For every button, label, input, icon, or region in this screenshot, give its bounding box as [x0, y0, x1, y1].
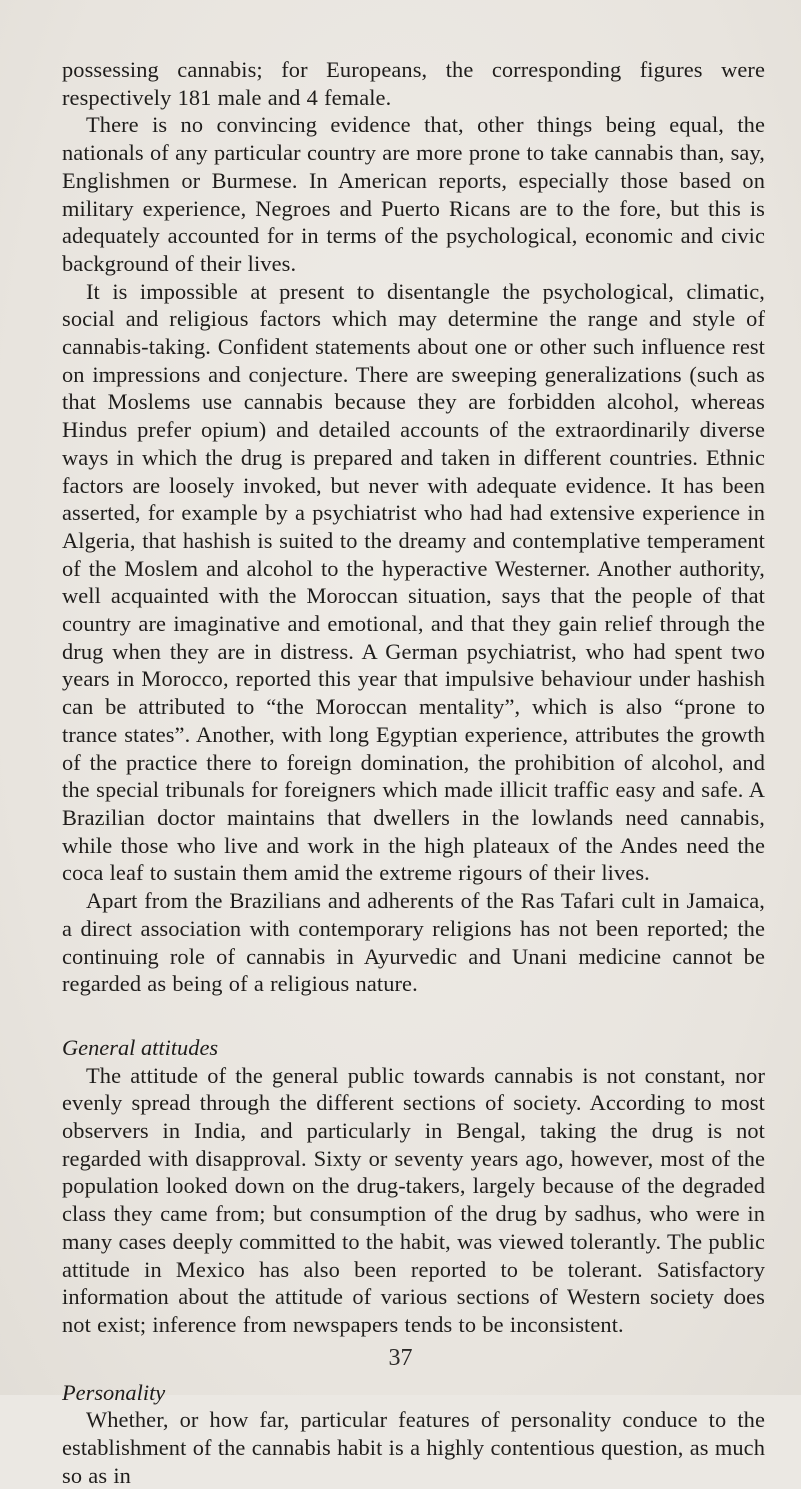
paragraph-1: possessing cannabis; for Europeans, the corresponding figures were respectively 181 male and 4 female.: [62, 57, 765, 110]
section-heading-personality: Personality: [62, 1379, 166, 1405]
paragraph-3: It is impossible at present to disentangle the psychological, climatic, social and religious factors which may determine the range and style of cannabis-taking. Confident statements about one or other such influence rest on impressions and conjecture. There are sweeping generalizations (such as that Moslems use cannabis because they are forbidden alcohol, whereas Hindus prefer opium) and detailed accounts of the extraordinarily diverse ways in which the drug is prepared and taken in different countries. Ethnic factors are loosely invoked, but never with adequate evidence. It has been asserted, for example by a psychiatrist who had had extensive experience in Algeria, that hashish is suited to the dreamy and contemplative temperament of the Moslem and alcohol to the hyperactive Westerner. Another authority, well acquainted with the Moroccan situation, says that the people of that country are imaginative and emotional, and that they gain relief through the drug when they are in distress. A German psychiatrist, who had spent two years in Morocco, reported this year that impulsive behaviour under hashish can be attributed to “the Moroccan mentality”, which is also “prone to trance states”. Another, with long Egyptian experience, attributes the growth of the practice there to foreign domination, the prohibition of alcohol, and the special tribunals for foreigners which made illicit traffic easy and safe. A Brazilian doctor maintains that dwellers in the lowlands need cannabis, while those who live and work in the high plateaux of the Andes need the coca leaf to sustain them amid the extreme rigours of their lives.: [62, 278, 765, 886]
paragraph-personality: Whether, or how far, particular features of personality conduce to the establishment of the cannabis habit is a highly contentious question, as much so as in: [62, 1407, 765, 1488]
page-body: [62, 56, 765, 1489]
section-heading-general-attitudes: General attitudes: [62, 1034, 219, 1060]
paragraph-4: Apart from the Brazilians and adherents of the Ras Tafari cult in Jamaica, a direct association with contemporary religions has not been reported; the continuing role of cannabis in Ayurvedic and Unani medicine cannot be regarded as being of a religious nature.: [62, 888, 765, 997]
page-number: 37: [388, 1345, 413, 1371]
paragraph-2: There is no convincing evidence that, other things being equal, the nationals of any particular country are more prone to take cannabis than, say, Englishmen or Burmese. In American reports, especially those based on military experience, Negroes and Puerto Ricans are to the fore, but this is adequately accounted for in terms of the psychological, economic and civic background of their lives.: [62, 112, 765, 276]
section-gap: [62, 998, 765, 1034]
paragraph-general-attitudes: The attitude of the general public towards cannabis is not constant, nor evenly spread through the different sections of society. According to most observers in India, and particularly in Bengal, taking the drug is not regarded with disapproval. Sixty or seventy years ago, however, most of the population looked down on the drug-takers, largely because of the degraded class they came from; but consumption of the drug by sadhus, who were in many cases deeply committed to the habit, was viewed tolerantly. The public attitude in Mexico has also been reported to be tolerant. Satisfactory information about the attitude of various sections of Western society does not exist; inference from newspapers tends to be inconsistent.: [62, 1062, 765, 1337]
